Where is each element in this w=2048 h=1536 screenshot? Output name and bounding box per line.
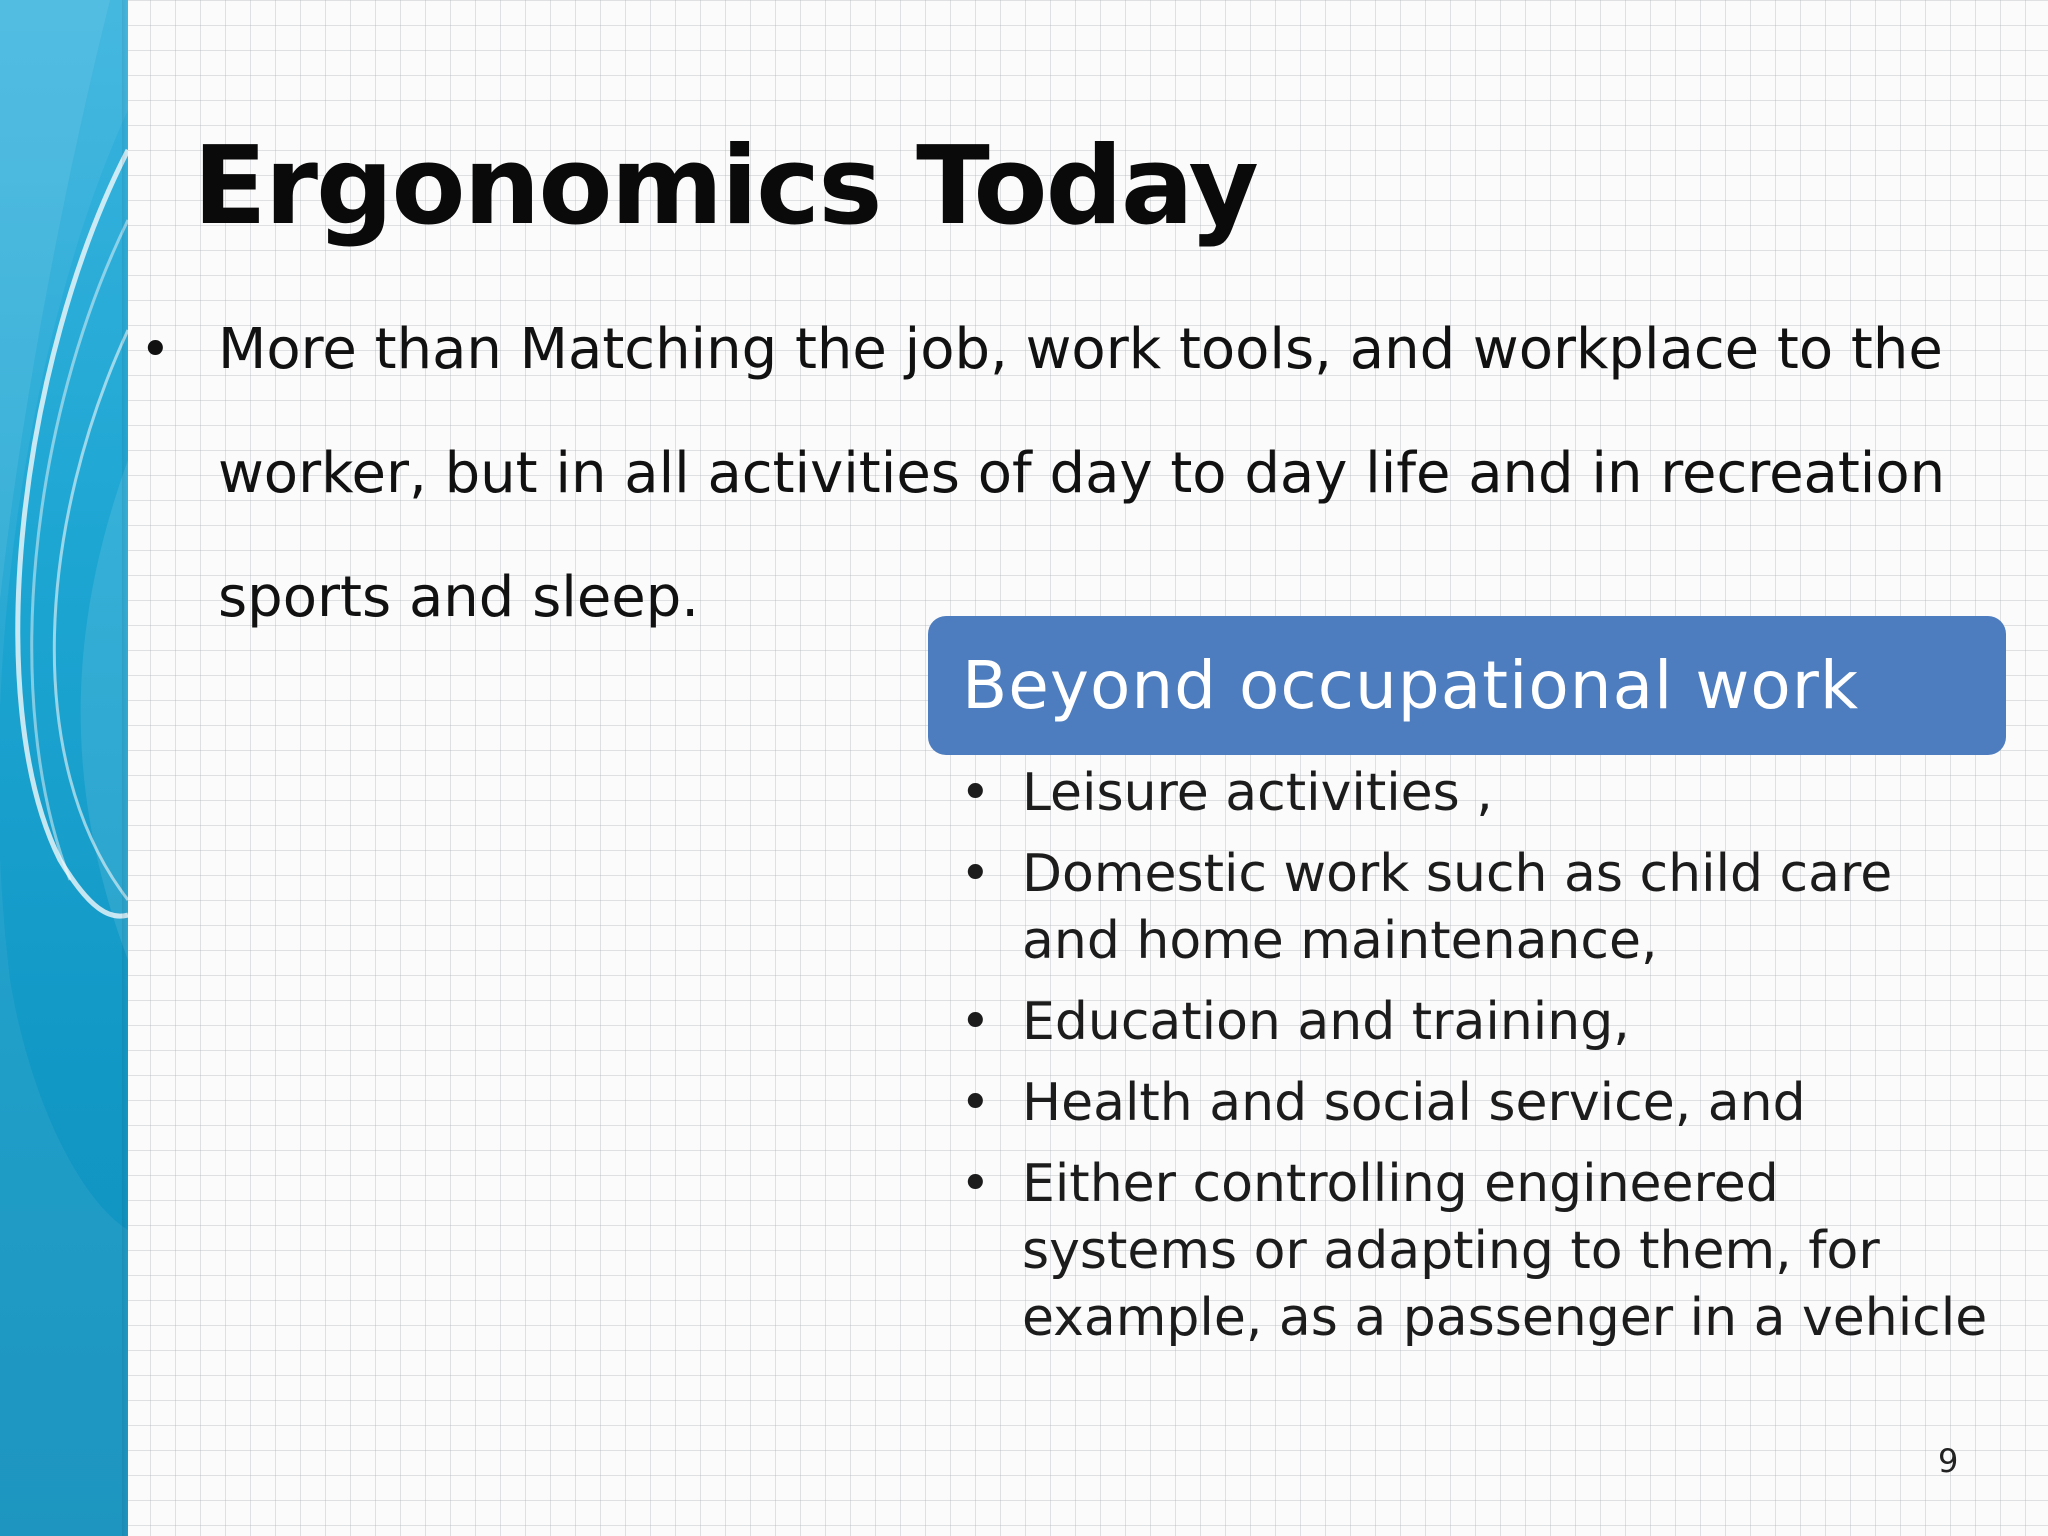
main-bullet-text: More than Matching the job, work tools, and workplace to the worker, but in all activities of day to day life and in recreation sports and sleep. (218, 317, 1946, 630)
list-item (960, 841, 2000, 975)
bullet-dot-icon: • (960, 1154, 991, 1214)
bullet-dot-icon: • (960, 763, 991, 823)
list-item-text: Health and social service, and (1022, 1073, 1806, 1133)
decorative-left-band (0, 0, 128, 1536)
list-item-text: Either controlling engineered systems or adapting to them, for example, as a passenger in a vehicle (1022, 1154, 1988, 1348)
list-item (960, 989, 2000, 1056)
bullet-dot-icon: • (140, 320, 171, 380)
bullet-dot-icon: • (960, 844, 991, 904)
slide-title: Ergonomics Today (193, 124, 1257, 249)
list-item-text: Domestic work such as child care and home maintenance, (1022, 844, 1893, 971)
band-edge-shadow (122, 0, 128, 1536)
box-title: Beyond occupational work (962, 647, 1860, 724)
list-item (960, 1070, 2000, 1137)
list-item (960, 760, 2000, 827)
list-item-text: Leisure activities , (1022, 763, 1493, 823)
bullet-dot-icon: • (960, 992, 991, 1052)
beyond-occupational-work-box (928, 616, 2006, 755)
list-item (960, 1151, 2000, 1352)
list-item-text: Education and training, (1022, 992, 1630, 1052)
sub-bullet-list (960, 760, 2000, 1366)
bullet-dot-icon: • (960, 1073, 991, 1133)
page-number: 9 (1938, 1442, 1959, 1480)
wave-decoration-icon (0, 0, 128, 1536)
